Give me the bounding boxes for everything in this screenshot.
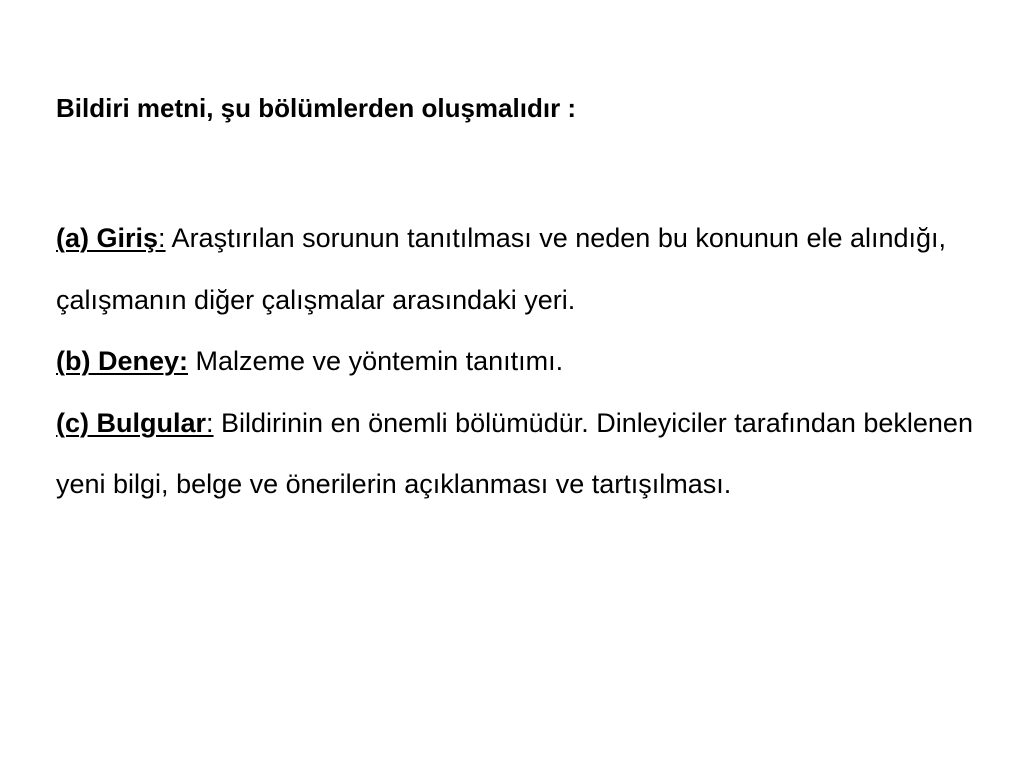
section-intro-text: Araştırılan sorunun tanıtılması ve neden bu konunun ele alındığı, çalışmanın diğer çalışmalar arasındaki yeri. [56, 223, 947, 315]
section-findings-text: Bildirinin en önemli bölümüdür. Dinleyiciler tarafından beklenen yeni bilgi, belge ve önerilerin açıklanması ve tartışılması. [56, 407, 973, 499]
section-experiment-label: Deney: [97, 346, 189, 376]
slide-heading: Bildiri metni, şu bölümlerden oluşmalıdır : [56, 93, 577, 123]
section-findings-separator: : [206, 407, 214, 438]
section-findings-prefix: (c) [56, 407, 97, 438]
section-intro-prefix: (a) [56, 223, 97, 253]
section-experiment [56, 331, 996, 393]
section-findings [56, 393, 996, 516]
section-intro-label: Giriş [96, 223, 159, 253]
section-intro [56, 208, 996, 331]
section-intro-separator: : [158, 223, 166, 253]
section-experiment-prefix: (b) [56, 346, 98, 376]
slide-body [56, 208, 996, 516]
section-findings-label: Bulgular [96, 407, 207, 438]
section-experiment-text: Malzeme ve yöntemin tanıtımı. [188, 346, 564, 376]
